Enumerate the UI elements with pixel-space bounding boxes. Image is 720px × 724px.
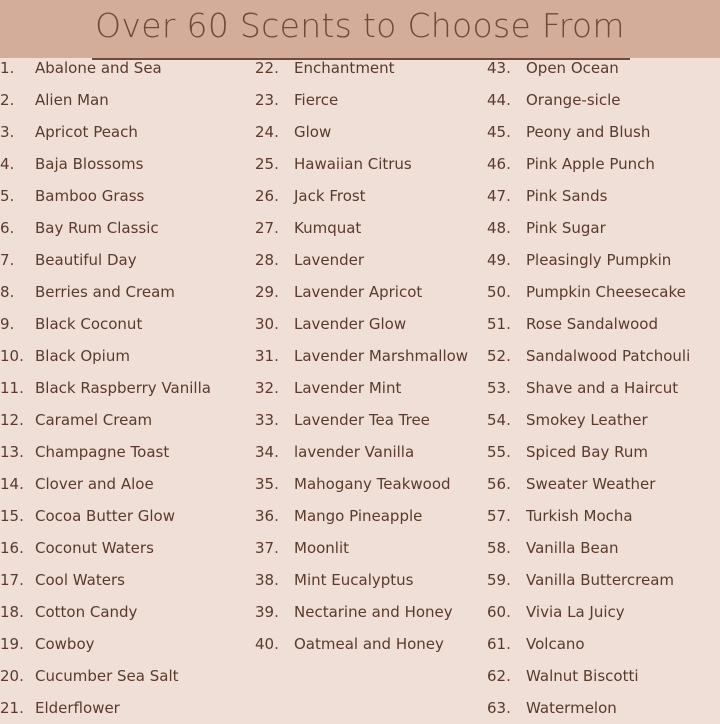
scent-number: 11.	[0, 379, 24, 397]
scent-number: 50.	[487, 283, 511, 301]
scent-name: Shave and a Haircut	[526, 379, 679, 397]
scent-number: 17.	[0, 571, 24, 589]
scent-number: 39.	[255, 603, 279, 621]
scent-name: Lavender	[294, 251, 365, 269]
scent-name: Apricot Peach	[35, 123, 138, 141]
scent-name: Vanilla Bean	[526, 539, 619, 557]
scent-name: Black Raspberry Vanilla	[35, 379, 211, 397]
scent-name: Kumquat	[294, 219, 362, 237]
scent-number: 13.	[0, 443, 24, 461]
scent-name: Smokey Leather	[526, 411, 648, 429]
scent-name: Clover and Aloe	[35, 475, 154, 493]
scent-number: 25.	[255, 155, 279, 173]
scent-number: 4.	[0, 155, 15, 173]
scent-name: Cowboy	[35, 635, 95, 653]
scent-number: 6.	[0, 219, 15, 237]
scent-name: Orange-sicle	[526, 91, 621, 109]
scent-number: 7.	[0, 251, 15, 269]
scent-number: 22.	[255, 59, 279, 77]
scent-number: 54.	[487, 411, 511, 429]
scent-name: Mint Eucalyptus	[294, 571, 414, 589]
scent-name: Lavender Mint	[294, 379, 402, 397]
scent-name: Berries and Cream	[35, 283, 175, 301]
scent-name: Sweater Weather	[526, 475, 656, 493]
scent-number: 3.	[0, 123, 15, 141]
scent-number: 49.	[487, 251, 511, 269]
scent-name: Pumpkin Cheesecake	[526, 283, 686, 301]
scent-name: Peony and Blush	[526, 123, 651, 141]
scent-name: Cucumber Sea Salt	[35, 667, 179, 685]
scent-name: Black Coconut	[35, 315, 143, 333]
scent-name: Pink Sands	[526, 187, 608, 205]
scent-name: Cocoa Butter Glow	[35, 507, 175, 525]
scent-name: lavender Vanilla	[294, 443, 415, 461]
scent-name: Pink Sugar	[526, 219, 606, 237]
scent-name: Beautiful Day	[35, 251, 137, 269]
scent-name: Mango Pineapple	[294, 507, 423, 525]
scent-number: 16.	[0, 539, 24, 557]
scent-number: 26.	[255, 187, 279, 205]
scent-name: Vanilla Buttercream	[526, 571, 675, 589]
scent-number: 14.	[0, 475, 24, 493]
scent-name: Moonlit	[294, 539, 350, 557]
scent-name: Alien Man	[35, 91, 109, 109]
scent-name: Lavender Glow	[294, 315, 407, 333]
scent-number: 19.	[0, 635, 24, 653]
scent-number: 59.	[487, 571, 511, 589]
scent-number: 52.	[487, 347, 511, 365]
scent-number: 21.	[0, 699, 24, 717]
scent-number: 53.	[487, 379, 511, 397]
scent-name: Open Ocean	[526, 59, 619, 77]
scent-number: 38.	[255, 571, 279, 589]
scent-name: Pleasingly Pumpkin	[526, 251, 672, 269]
scent-name: Vivia La Juicy	[526, 603, 625, 621]
scent-number: 27.	[255, 219, 279, 237]
scent-name: Enchantment	[294, 59, 395, 77]
scent-name: Lavender Tea Tree	[294, 411, 430, 429]
scent-name: Black Opium	[35, 347, 130, 365]
scent-number: 15.	[0, 507, 24, 525]
scent-name: Baja Blossoms	[35, 155, 144, 173]
scent-number: 10.	[0, 347, 24, 365]
scent-number: 23.	[255, 91, 279, 109]
scent-name: Mahogany Teakwood	[294, 475, 451, 493]
scent-number: 1.	[0, 59, 15, 77]
scent-name: Volcano	[526, 635, 585, 653]
scent-name: Walnut Biscotti	[526, 667, 639, 685]
scent-name: Champagne Toast	[35, 443, 170, 461]
scent-name: Caramel Cream	[35, 411, 153, 429]
scent-name: Bay Rum Classic	[35, 219, 159, 237]
scent-number: 37.	[255, 539, 279, 557]
scent-number: 5.	[0, 187, 15, 205]
scent-number: 60.	[487, 603, 511, 621]
scent-name: Lavender Marshmallow	[294, 347, 469, 365]
scent-name: Cotton Candy	[35, 603, 138, 621]
scent-number: 24.	[255, 123, 279, 141]
scent-number: 9.	[0, 315, 15, 333]
scent-name: Turkish Mocha	[526, 507, 633, 525]
scent-number: 51.	[487, 315, 511, 333]
scent-number: 57.	[487, 507, 511, 525]
scent-number: 56.	[487, 475, 511, 493]
scent-number: 2.	[0, 91, 15, 109]
scent-name: Bamboo Grass	[35, 187, 145, 205]
scent-name: Cool Waters	[35, 571, 125, 589]
scent-number: 36.	[255, 507, 279, 525]
scent-name: Coconut Waters	[35, 539, 154, 557]
scent-number: 31.	[255, 347, 279, 365]
scent-number: 44.	[487, 91, 511, 109]
page-title: Over 60 Scents to Choose From	[95, 6, 625, 45]
scent-number: 32.	[255, 379, 279, 397]
scent-number: 29.	[255, 283, 279, 301]
scent-name: Elderflower	[35, 699, 120, 717]
scent-number: 12.	[0, 411, 24, 429]
scent-number: 18.	[0, 603, 24, 621]
scent-number: 34.	[255, 443, 279, 461]
scent-number: 28.	[255, 251, 279, 269]
scent-number: 48.	[487, 219, 511, 237]
scent-number: 47.	[487, 187, 511, 205]
scent-number: 40.	[255, 635, 279, 653]
scent-number: 55.	[487, 443, 511, 461]
scent-number: 45.	[487, 123, 511, 141]
scent-number: 46.	[487, 155, 511, 173]
scent-name: Rose Sandalwood	[526, 315, 658, 333]
scent-number: 35.	[255, 475, 279, 493]
scent-number: 58.	[487, 539, 511, 557]
scent-name: Glow	[294, 123, 332, 141]
scent-number: 8.	[0, 283, 15, 301]
scent-name: Sandalwood Patchouli	[526, 347, 691, 365]
scent-name: Jack Frost	[294, 187, 366, 205]
scent-name: Oatmeal and Honey	[294, 635, 444, 653]
scent-name: Pink Apple Punch	[526, 155, 655, 173]
scent-number: 30.	[255, 315, 279, 333]
scent-number: 43.	[487, 59, 511, 77]
scent-number: 20.	[0, 667, 24, 685]
scent-name: Abalone and Sea	[35, 59, 162, 77]
scent-name: Hawaiian Citrus	[294, 155, 412, 173]
scent-name: Fierce	[294, 91, 339, 109]
scent-number: 61.	[487, 635, 511, 653]
scent-name: Lavender Apricot	[294, 283, 423, 301]
scent-number: 62.	[487, 667, 511, 685]
scent-number: 33.	[255, 411, 279, 429]
scent-number: 63.	[487, 699, 511, 717]
scent-name: Spiced Bay Rum	[526, 443, 648, 461]
scent-name: Nectarine and Honey	[294, 603, 453, 621]
scent-name: Watermelon	[526, 699, 617, 717]
